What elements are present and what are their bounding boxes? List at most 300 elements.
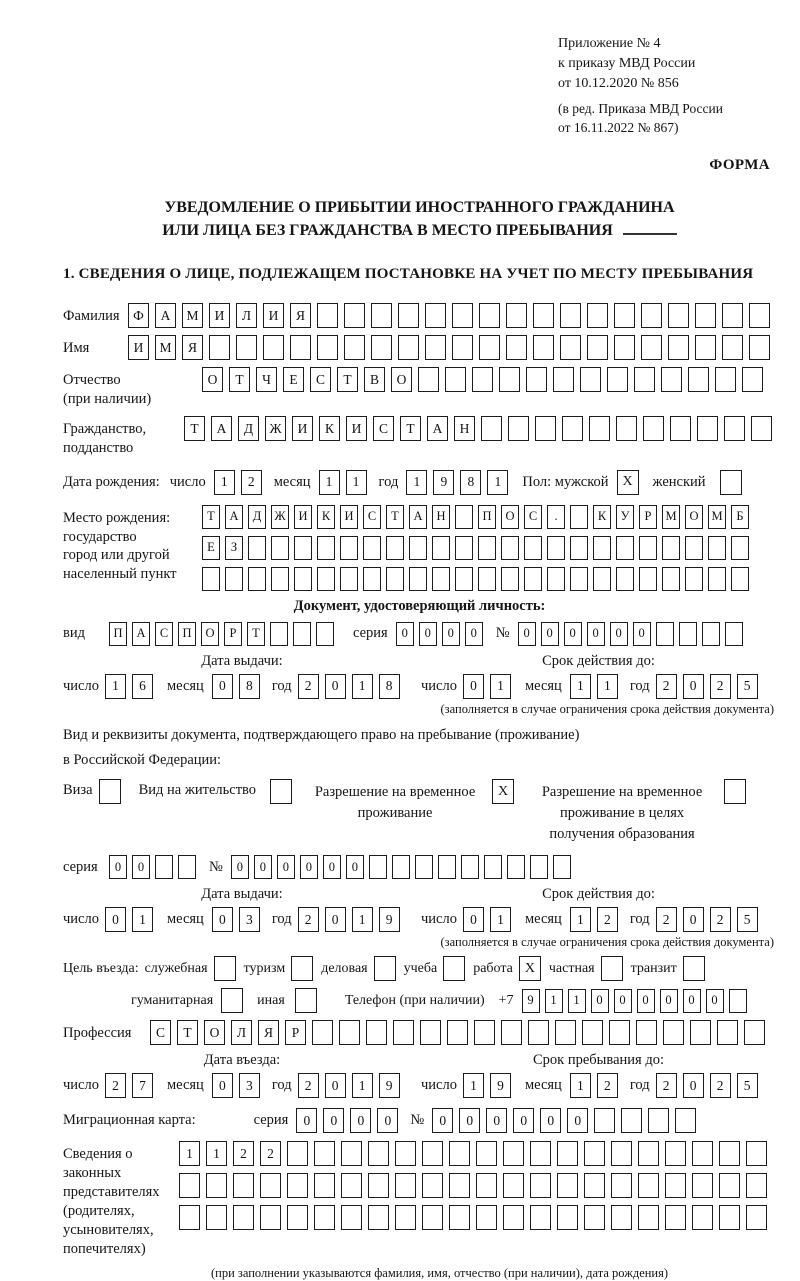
purpose-other-checkbox[interactable]	[295, 988, 317, 1013]
form-cell[interactable]: В	[364, 367, 385, 392]
form-cell[interactable]	[553, 855, 571, 879]
form-cell[interactable]: 2	[597, 1073, 618, 1098]
form-cell[interactable]	[557, 1205, 578, 1230]
form-cell[interactable]	[368, 1205, 389, 1230]
form-cell[interactable]: 1	[568, 989, 586, 1013]
form-cell[interactable]: Н	[432, 505, 450, 529]
form-cell[interactable]: М	[182, 303, 203, 328]
form-cell[interactable]	[555, 1020, 576, 1045]
form-cell[interactable]	[386, 536, 404, 560]
form-cell[interactable]: 3	[239, 907, 260, 932]
form-cell[interactable]	[476, 1173, 497, 1198]
form-cell[interactable]	[616, 536, 634, 560]
form-cell[interactable]: М	[708, 505, 726, 529]
form-cell[interactable]	[719, 1173, 740, 1198]
form-cell[interactable]	[587, 303, 608, 328]
form-cell[interactable]	[225, 567, 243, 591]
form-cell[interactable]	[663, 1020, 684, 1045]
form-cell[interactable]: И	[263, 303, 284, 328]
form-cell[interactable]	[395, 1173, 416, 1198]
form-cell[interactable]: 2	[298, 674, 319, 699]
form-cell[interactable]	[621, 1108, 642, 1133]
form-cell[interactable]: И	[292, 416, 313, 441]
form-cell[interactable]	[294, 536, 312, 560]
form-cell[interactable]: Я	[290, 303, 311, 328]
form-cell[interactable]: 0	[591, 989, 609, 1013]
form-cell[interactable]	[432, 567, 450, 591]
form-cell[interactable]: Л	[231, 1020, 252, 1045]
form-cell[interactable]	[314, 1205, 335, 1230]
form-cell[interactable]	[731, 536, 749, 560]
form-cell[interactable]	[580, 367, 601, 392]
form-cell[interactable]	[422, 1205, 443, 1230]
form-cell[interactable]: 2	[105, 1073, 126, 1098]
form-cell[interactable]: 1	[319, 470, 340, 495]
form-cell[interactable]	[503, 1205, 524, 1230]
form-cell[interactable]: А	[427, 416, 448, 441]
form-cell[interactable]: 2	[710, 674, 731, 699]
form-cell[interactable]: 0	[212, 674, 233, 699]
form-cell[interactable]: 2	[260, 1141, 281, 1166]
form-cell[interactable]: 0	[212, 907, 233, 932]
form-cell[interactable]: 1	[105, 674, 126, 699]
form-cell[interactable]	[479, 335, 500, 360]
purpose-study-checkbox[interactable]	[443, 956, 465, 981]
form-cell[interactable]: С	[373, 416, 394, 441]
form-cell[interactable]: 0	[463, 674, 484, 699]
form-cell[interactable]	[560, 303, 581, 328]
form-cell[interactable]	[478, 536, 496, 560]
form-cell[interactable]: С	[150, 1020, 171, 1045]
form-cell[interactable]	[422, 1173, 443, 1198]
form-cell[interactable]	[695, 303, 716, 328]
form-cell[interactable]: 2	[298, 907, 319, 932]
option-temp-residence-checkbox[interactable]: X	[492, 779, 514, 804]
form-cell[interactable]	[749, 303, 770, 328]
form-cell[interactable]: 0	[706, 989, 724, 1013]
form-cell[interactable]	[746, 1173, 767, 1198]
form-cell[interactable]: А	[225, 505, 243, 529]
form-cell[interactable]	[474, 1020, 495, 1045]
form-cell[interactable]	[271, 536, 289, 560]
form-cell[interactable]	[263, 335, 284, 360]
form-cell[interactable]	[641, 335, 662, 360]
form-cell[interactable]: А	[132, 622, 150, 646]
form-cell[interactable]: Т	[386, 505, 404, 529]
form-cell[interactable]	[685, 536, 703, 560]
purpose-humanitarian-checkbox[interactable]	[221, 988, 243, 1013]
form-cell[interactable]: 0	[132, 855, 150, 879]
form-cell[interactable]: И	[128, 335, 149, 360]
form-cell[interactable]	[340, 567, 358, 591]
form-cell[interactable]: 0	[459, 1108, 480, 1133]
form-cell[interactable]	[178, 855, 196, 879]
form-cell[interactable]	[409, 536, 427, 560]
form-cell[interactable]	[507, 855, 525, 879]
form-cell[interactable]	[688, 367, 709, 392]
form-cell[interactable]	[725, 622, 743, 646]
form-cell[interactable]	[616, 416, 637, 441]
form-cell[interactable]	[719, 1205, 740, 1230]
form-cell[interactable]	[751, 416, 772, 441]
form-cell[interactable]	[530, 1205, 551, 1230]
form-cell[interactable]	[484, 855, 502, 879]
form-cell[interactable]: 9	[379, 907, 400, 932]
form-cell[interactable]	[206, 1173, 227, 1198]
form-cell[interactable]: 1	[487, 470, 508, 495]
form-cell[interactable]: 2	[656, 907, 677, 932]
form-cell[interactable]: 0	[231, 855, 249, 879]
form-cell[interactable]: У	[616, 505, 634, 529]
form-cell[interactable]	[455, 536, 473, 560]
form-cell[interactable]	[452, 335, 473, 360]
form-cell[interactable]	[501, 567, 519, 591]
form-cell[interactable]	[449, 1205, 470, 1230]
form-cell[interactable]	[638, 1205, 659, 1230]
form-cell[interactable]	[607, 367, 628, 392]
form-cell[interactable]	[395, 1205, 416, 1230]
form-cell[interactable]	[746, 1205, 767, 1230]
form-cell[interactable]	[717, 1020, 738, 1045]
form-cell[interactable]	[432, 536, 450, 560]
form-cell[interactable]	[418, 367, 439, 392]
form-cell[interactable]: 5	[737, 674, 758, 699]
form-cell[interactable]	[371, 303, 392, 328]
form-cell[interactable]	[481, 416, 502, 441]
form-cell[interactable]	[665, 1173, 686, 1198]
form-cell[interactable]	[415, 855, 433, 879]
form-cell[interactable]	[702, 622, 720, 646]
form-cell[interactable]	[547, 567, 565, 591]
form-cell[interactable]	[589, 416, 610, 441]
form-cell[interactable]	[668, 303, 689, 328]
purpose-official-checkbox[interactable]	[214, 956, 236, 981]
form-cell[interactable]: 1	[570, 674, 591, 699]
form-cell[interactable]: Р	[639, 505, 657, 529]
form-cell[interactable]: Т	[202, 505, 220, 529]
form-cell[interactable]	[179, 1205, 200, 1230]
form-cell[interactable]: Я	[182, 335, 203, 360]
form-cell[interactable]: 1	[406, 470, 427, 495]
form-cell[interactable]: 1	[490, 907, 511, 932]
form-cell[interactable]: К	[317, 505, 335, 529]
form-cell[interactable]	[662, 536, 680, 560]
purpose-transit-checkbox[interactable]	[683, 956, 705, 981]
form-cell[interactable]	[570, 536, 588, 560]
form-cell[interactable]: 0	[346, 855, 364, 879]
form-cell[interactable]	[593, 567, 611, 591]
form-cell[interactable]: 5	[737, 1073, 758, 1098]
form-cell[interactable]: 1	[352, 674, 373, 699]
form-cell[interactable]: 0	[350, 1108, 371, 1133]
form-cell[interactable]	[690, 1020, 711, 1045]
form-cell[interactable]	[587, 335, 608, 360]
form-cell[interactable]	[722, 303, 743, 328]
form-cell[interactable]	[179, 1173, 200, 1198]
form-cell[interactable]	[233, 1205, 254, 1230]
form-cell[interactable]	[271, 567, 289, 591]
form-cell[interactable]	[398, 303, 419, 328]
form-cell[interactable]: 2	[710, 1073, 731, 1098]
form-cell[interactable]	[526, 367, 547, 392]
form-cell[interactable]: 0	[212, 1073, 233, 1098]
form-cell[interactable]: 1	[352, 907, 373, 932]
form-cell[interactable]	[749, 335, 770, 360]
form-cell[interactable]: Ф	[128, 303, 149, 328]
form-cell[interactable]: Ж	[265, 416, 286, 441]
form-cell[interactable]	[533, 335, 554, 360]
form-cell[interactable]: 2	[233, 1141, 254, 1166]
form-cell[interactable]	[530, 855, 548, 879]
form-cell[interactable]	[445, 367, 466, 392]
form-cell[interactable]	[584, 1205, 605, 1230]
form-cell[interactable]	[641, 303, 662, 328]
form-cell[interactable]: 0	[377, 1108, 398, 1133]
form-cell[interactable]: 0	[683, 1073, 704, 1098]
form-cell[interactable]: 0	[277, 855, 295, 879]
form-cell[interactable]: 0	[325, 1073, 346, 1098]
form-cell[interactable]	[708, 536, 726, 560]
form-cell[interactable]	[648, 1108, 669, 1133]
form-cell[interactable]: 0	[325, 674, 346, 699]
form-cell[interactable]: 2	[298, 1073, 319, 1098]
form-cell[interactable]: Н	[454, 416, 475, 441]
form-cell[interactable]	[478, 567, 496, 591]
form-cell[interactable]	[661, 367, 682, 392]
form-cell[interactable]	[461, 855, 479, 879]
form-cell[interactable]	[524, 536, 542, 560]
form-cell[interactable]: 0	[325, 907, 346, 932]
form-cell[interactable]	[393, 1020, 414, 1045]
form-cell[interactable]: А	[211, 416, 232, 441]
form-cell[interactable]: М	[155, 335, 176, 360]
form-cell[interactable]	[722, 335, 743, 360]
form-cell[interactable]	[570, 505, 588, 529]
form-cell[interactable]: 2	[241, 470, 262, 495]
form-cell[interactable]: 0	[396, 622, 414, 646]
form-cell[interactable]: Л	[236, 303, 257, 328]
form-cell[interactable]	[438, 855, 456, 879]
form-cell[interactable]	[287, 1205, 308, 1230]
form-cell[interactable]	[506, 303, 527, 328]
form-cell[interactable]	[742, 367, 763, 392]
form-cell[interactable]: 0	[254, 855, 272, 879]
form-cell[interactable]: 0	[105, 907, 126, 932]
form-cell[interactable]: О	[391, 367, 412, 392]
form-cell[interactable]	[634, 367, 655, 392]
form-cell[interactable]: 9	[490, 1073, 511, 1098]
form-cell[interactable]	[528, 1020, 549, 1045]
form-cell[interactable]	[344, 303, 365, 328]
form-cell[interactable]: И	[346, 416, 367, 441]
form-cell[interactable]	[317, 567, 335, 591]
form-cell[interactable]	[363, 536, 381, 560]
form-cell[interactable]	[290, 335, 311, 360]
form-cell[interactable]	[472, 367, 493, 392]
form-cell[interactable]: 3	[239, 1073, 260, 1098]
form-cell[interactable]	[582, 1020, 603, 1045]
form-cell[interactable]	[409, 567, 427, 591]
form-cell[interactable]	[425, 335, 446, 360]
form-cell[interactable]	[294, 567, 312, 591]
form-cell[interactable]	[636, 1020, 657, 1045]
form-cell[interactable]	[692, 1173, 713, 1198]
form-cell[interactable]: 8	[239, 674, 260, 699]
purpose-work-checkbox[interactable]: X	[519, 956, 541, 981]
form-cell[interactable]	[611, 1205, 632, 1230]
form-cell[interactable]	[508, 416, 529, 441]
purpose-tourism-checkbox[interactable]	[291, 956, 313, 981]
form-cell[interactable]: 0	[432, 1108, 453, 1133]
form-cell[interactable]: 0	[614, 989, 632, 1013]
form-cell[interactable]	[479, 303, 500, 328]
form-cell[interactable]: 1	[132, 907, 153, 932]
form-cell[interactable]	[503, 1173, 524, 1198]
form-cell[interactable]: 6	[132, 674, 153, 699]
form-cell[interactable]	[317, 303, 338, 328]
form-cell[interactable]: 0	[683, 989, 701, 1013]
form-cell[interactable]	[316, 622, 334, 646]
form-cell[interactable]: 0	[109, 855, 127, 879]
form-cell[interactable]: 0	[633, 622, 651, 646]
form-cell[interactable]	[368, 1173, 389, 1198]
form-cell[interactable]	[679, 622, 697, 646]
purpose-private-checkbox[interactable]	[601, 956, 623, 981]
form-cell[interactable]	[366, 1020, 387, 1045]
form-cell[interactable]: Р	[285, 1020, 306, 1045]
form-cell[interactable]	[447, 1020, 468, 1045]
form-cell[interactable]	[638, 1173, 659, 1198]
form-cell[interactable]	[557, 1173, 578, 1198]
form-cell[interactable]: Ж	[271, 505, 289, 529]
sex-male-checkbox[interactable]: X	[617, 470, 639, 495]
form-cell[interactable]	[729, 989, 747, 1013]
form-cell[interactable]: Т	[247, 622, 265, 646]
form-cell[interactable]: Р	[224, 622, 242, 646]
form-cell[interactable]: 0	[637, 989, 655, 1013]
form-cell[interactable]: С	[310, 367, 331, 392]
form-cell[interactable]: Е	[283, 367, 304, 392]
form-cell[interactable]: 0	[300, 855, 318, 879]
form-cell[interactable]	[524, 567, 542, 591]
option-visa-checkbox[interactable]	[99, 779, 121, 804]
form-cell[interactable]	[594, 1108, 615, 1133]
form-cell[interactable]: 1	[346, 470, 367, 495]
form-cell[interactable]	[614, 335, 635, 360]
form-cell[interactable]	[501, 1020, 522, 1045]
form-cell[interactable]: 0	[463, 907, 484, 932]
form-cell[interactable]	[233, 1173, 254, 1198]
form-cell[interactable]	[535, 416, 556, 441]
form-cell[interactable]: 2	[656, 674, 677, 699]
form-cell[interactable]: 1	[597, 674, 618, 699]
form-cell[interactable]	[731, 567, 749, 591]
form-cell[interactable]: 1	[352, 1073, 373, 1098]
form-cell[interactable]	[155, 855, 173, 879]
form-cell[interactable]	[715, 367, 736, 392]
form-cell[interactable]	[270, 622, 288, 646]
form-cell[interactable]: И	[209, 303, 230, 328]
form-cell[interactable]	[209, 335, 230, 360]
form-cell[interactable]: 2	[656, 1073, 677, 1098]
form-cell[interactable]	[386, 567, 404, 591]
form-cell[interactable]	[506, 335, 527, 360]
form-cell[interactable]	[455, 567, 473, 591]
form-cell[interactable]	[499, 367, 520, 392]
form-cell[interactable]: О	[202, 367, 223, 392]
form-cell[interactable]: О	[685, 505, 703, 529]
form-cell[interactable]	[553, 367, 574, 392]
form-cell[interactable]: П	[109, 622, 127, 646]
form-cell[interactable]	[371, 335, 392, 360]
form-cell[interactable]: П	[478, 505, 496, 529]
form-cell[interactable]: 7	[132, 1073, 153, 1098]
form-cell[interactable]: С	[155, 622, 173, 646]
form-cell[interactable]	[665, 1205, 686, 1230]
form-cell[interactable]: А	[155, 303, 176, 328]
form-cell[interactable]	[724, 416, 745, 441]
form-cell[interactable]	[341, 1205, 362, 1230]
form-cell[interactable]	[206, 1205, 227, 1230]
form-cell[interactable]: 0	[486, 1108, 507, 1133]
form-cell[interactable]	[616, 567, 634, 591]
form-cell[interactable]: Е	[202, 536, 220, 560]
form-cell[interactable]: 8	[460, 470, 481, 495]
form-cell[interactable]: О	[204, 1020, 225, 1045]
form-cell[interactable]	[685, 567, 703, 591]
form-cell[interactable]	[344, 335, 365, 360]
form-cell[interactable]: 0	[513, 1108, 534, 1133]
form-cell[interactable]: С	[524, 505, 542, 529]
form-cell[interactable]: Я	[258, 1020, 279, 1045]
form-cell[interactable]: 0	[567, 1108, 588, 1133]
form-cell[interactable]	[639, 567, 657, 591]
form-cell[interactable]: 0	[540, 1108, 561, 1133]
form-cell[interactable]	[614, 303, 635, 328]
form-cell[interactable]: .	[547, 505, 565, 529]
form-cell[interactable]	[312, 1020, 333, 1045]
form-cell[interactable]: 0	[465, 622, 483, 646]
form-cell[interactable]: Д	[248, 505, 266, 529]
form-cell[interactable]: 2	[710, 907, 731, 932]
form-cell[interactable]: К	[319, 416, 340, 441]
form-cell[interactable]	[202, 567, 220, 591]
form-cell[interactable]: К	[593, 505, 611, 529]
form-cell[interactable]: О	[201, 622, 219, 646]
form-cell[interactable]	[643, 416, 664, 441]
form-cell[interactable]: 0	[419, 622, 437, 646]
form-cell[interactable]	[530, 1173, 551, 1198]
form-cell[interactable]	[695, 335, 716, 360]
form-cell[interactable]	[533, 303, 554, 328]
form-cell[interactable]: 1	[463, 1073, 484, 1098]
form-cell[interactable]	[639, 536, 657, 560]
form-cell[interactable]: 0	[442, 622, 460, 646]
form-cell[interactable]	[668, 335, 689, 360]
option-residence-permit-checkbox[interactable]	[270, 779, 292, 804]
form-cell[interactable]	[584, 1173, 605, 1198]
form-cell[interactable]: 9	[433, 470, 454, 495]
form-cell[interactable]	[449, 1173, 470, 1198]
form-cell[interactable]	[369, 855, 387, 879]
form-cell[interactable]	[692, 1205, 713, 1230]
form-cell[interactable]: 0	[587, 622, 605, 646]
form-cell[interactable]	[570, 567, 588, 591]
form-cell[interactable]	[476, 1205, 497, 1230]
form-cell[interactable]: 1	[490, 674, 511, 699]
form-cell[interactable]	[248, 536, 266, 560]
form-cell[interactable]	[675, 1108, 696, 1133]
